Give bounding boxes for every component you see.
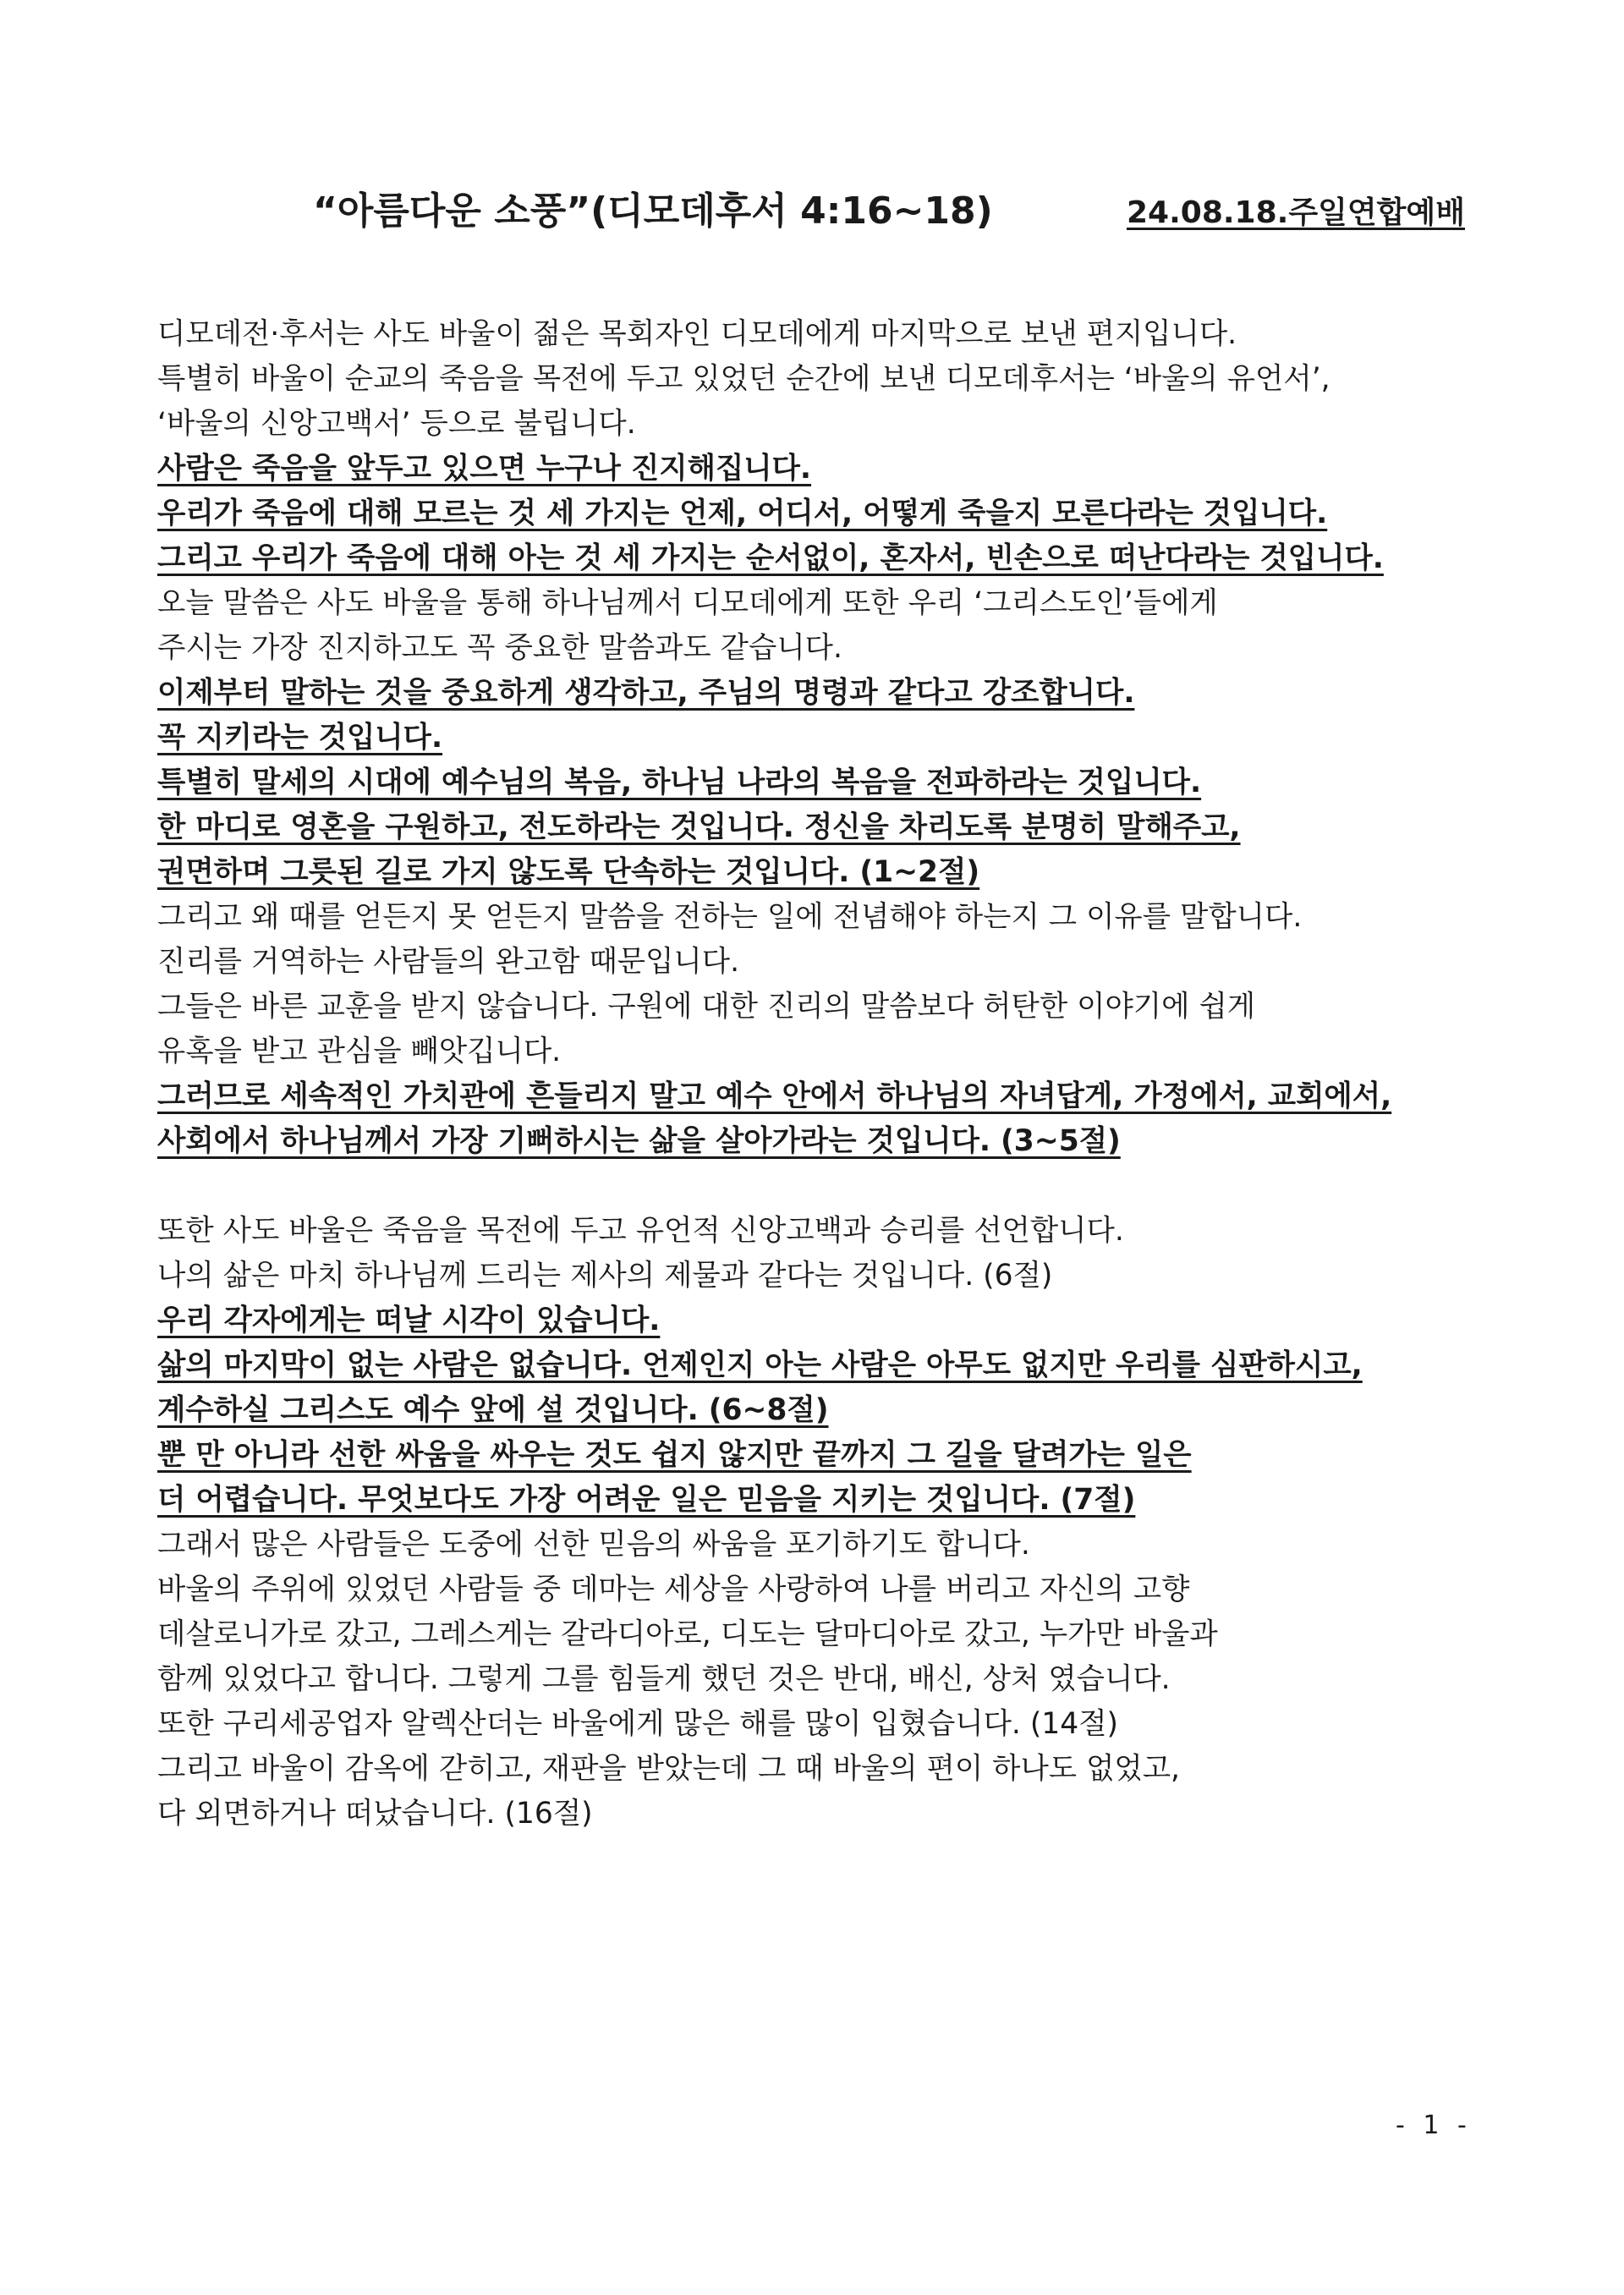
text-line: 나의 삶은 마치 하나님께 드리는 제사의 제물과 같다는 것입니다. (6절) xyxy=(157,1259,1053,1293)
text-line: 유혹을 받고 관심을 빼앗깁니다. xyxy=(157,1035,562,1068)
text-line: 그래서 많은 사람들은 도중에 선한 믿음의 싸움을 포기하기도 합니다. xyxy=(157,1528,1030,1562)
emphasized-line: 삶의 마지막이 없는 사람은 없습니다. 언제인지 아는 사람은 아무도 없지만 우리를 심판하시고, xyxy=(157,1348,1363,1382)
sermon-body xyxy=(157,312,1477,1837)
sermon-title: “아름다운 소풍”(디모데후서 4:16~18) xyxy=(313,189,993,233)
text-line: 오늘 말씀은 사도 바울을 통해 하나님께서 디모데에게 또한 우리 ‘그리스도인’들에게 xyxy=(157,586,1218,620)
emphasized-line: 이제부터 말하는 것을 중요하게 생각하고, 주님의 명령과 같다고 강조합니다. xyxy=(157,676,1135,710)
emphasized-line: 사회에서 하나님께서 가장 기뻐하시는 삶을 살아가라는 것입니다. (3~5절) xyxy=(157,1124,1121,1158)
emphasized-line: 그러므로 세속적인 가치관에 흔들리지 말고 예수 안에서 하나님의 자녀답게, 가정에서, 교회에서, xyxy=(157,1079,1392,1113)
emphasized-line: 꼭 지키라는 것입니다. xyxy=(157,721,443,755)
sermon-date: 24.08.18.주일연합예배 xyxy=(1127,195,1465,230)
emphasized-line: 우리가 죽음에 대해 모르는 것 세 가지는 언제, 어디서, 어떻게 죽을지 모른다라는 것입니다. xyxy=(157,497,1328,530)
document-header xyxy=(0,180,1624,239)
text-line: ‘바울의 신앙고백서’ 등으로 불립니다. xyxy=(157,407,636,441)
text-line: 주시는 가장 진지하고도 꼭 중요한 말씀과도 같습니다. xyxy=(157,631,842,665)
emphasized-line: 더 어렵습니다. 무엇보다도 가장 어려운 일은 믿음을 지키는 것입니다. (7절) xyxy=(157,1483,1136,1517)
text-line: 그리고 왜 때를 얻든지 못 얻든지 말씀을 전하는 일에 전념해야 하는지 그 이유를 말합니다. xyxy=(157,900,1303,934)
text-line: 그들은 바른 교훈을 받지 않습니다. 구원에 대한 진리의 말씀보다 허탄한 이야기에 쉽게 xyxy=(157,990,1256,1024)
text-line: 데살로니가로 갔고, 그레스게는 갈라디아로, 디도는 달마디아로 갔고, 누가만 바울과 xyxy=(157,1617,1218,1651)
emphasized-line: 그리고 우리가 죽음에 대해 아는 것 세 가지는 순서없이, 혼자서, 빈손으로 떠난다라는 것입니다. xyxy=(157,541,1384,575)
text-line: 디모데전·후서는 사도 바울이 젊은 목회자인 디모데에게 마지막으로 보낸 편지입니다. xyxy=(157,317,1237,351)
emphasized-line: 특별히 말세의 시대에 예수님의 복음, 하나님 나라의 복음을 전파하라는 것입니다. xyxy=(157,766,1202,799)
emphasized-line: 뿐 만 아니라 선한 싸움을 싸우는 것도 쉽지 않지만 끝까지 그 길을 달려가는 일은 xyxy=(157,1438,1192,1472)
text-line: 또한 사도 바울은 죽음을 목전에 두고 유언적 신앙고백과 승리를 선언합니다. xyxy=(157,1214,1124,1248)
emphasized-line: 한 마디로 영혼을 구원하고, 전도하라는 것입니다. 정신을 차리도록 분명히 말해주고, xyxy=(157,810,1241,844)
emphasized-line: 사람은 죽음을 앞두고 있으면 누구나 진지해집니다. xyxy=(157,452,812,486)
emphasized-line: 계수하실 그리스도 예수 앞에 설 것입니다. (6~8절) xyxy=(157,1393,829,1427)
text-line: 진리를 거역하는 사람들의 완고함 때문입니다. xyxy=(157,945,740,979)
text-line: 다 외면하거나 떠났습니다. (16절) xyxy=(157,1797,593,1831)
text-line: 함께 있었다고 합니다. 그렇게 그를 힘들게 했던 것은 반대, 배신, 상처 였습니다. xyxy=(157,1662,1171,1696)
page-number: - 1 - xyxy=(1396,2111,1472,2140)
text-line: 그리고 바울이 감옥에 갇히고, 재판을 받았는데 그 때 바울의 편이 하나도 없었고, xyxy=(157,1752,1181,1786)
emphasized-line: 우리 각자에게는 떠날 시각이 있습니다. xyxy=(157,1304,661,1337)
emphasized-line: 권면하며 그릇된 길로 가지 않도록 단속하는 것입니다. (1~2절) xyxy=(157,855,980,889)
text-line: 특별히 바울이 순교의 죽음을 목전에 두고 있었던 순간에 보낸 디모데후서는 ‘바울의 유언서’, xyxy=(157,362,1330,396)
text-line: 또한 구리세공업자 알렉산더는 바울에게 많은 해를 많이 입혔습니다. (14절) xyxy=(157,1707,1118,1741)
text-line: 바울의 주위에 있었던 사람들 중 데마는 세상을 사랑하여 나를 버리고 자신의 고향 xyxy=(157,1573,1190,1606)
text-line xyxy=(157,1164,1477,1209)
